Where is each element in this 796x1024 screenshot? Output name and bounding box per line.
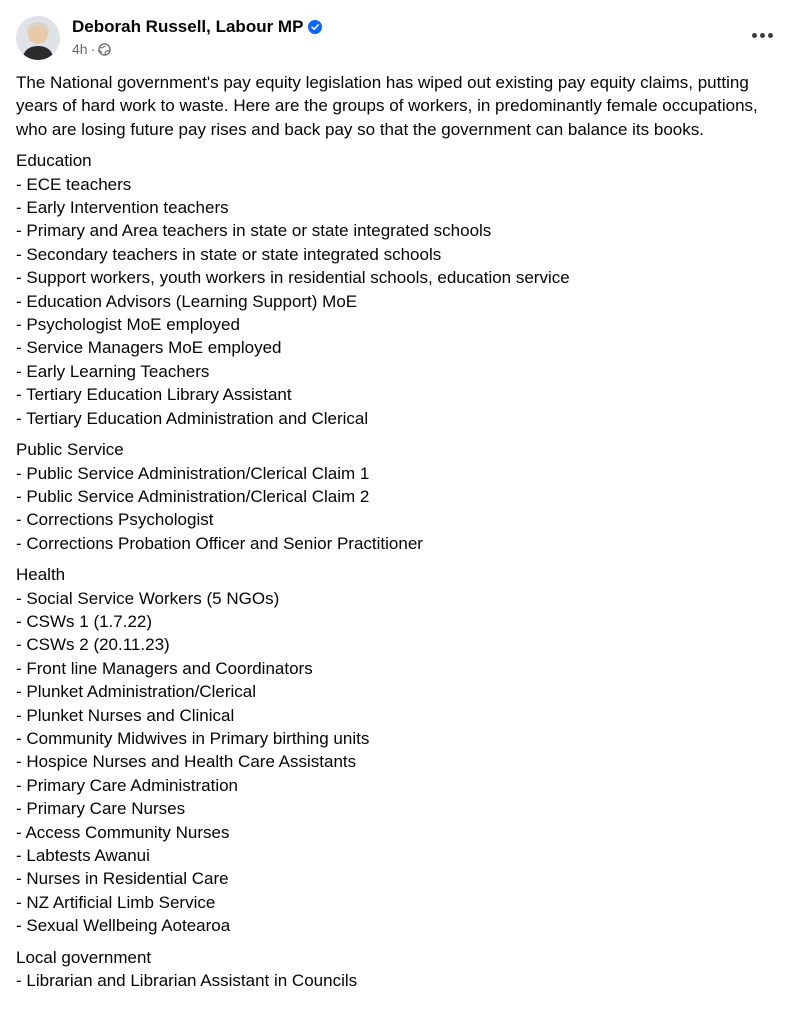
list-item: - ECE teachers: [16, 174, 132, 194]
post-header: [16, 12, 780, 68]
section-title: Local government: [16, 947, 152, 967]
list-item: - Hospice Nurses and Health Care Assistants: [16, 752, 357, 772]
list-item: - CSWs 2 (20.11.23): [16, 635, 170, 655]
list-item: - Plunket Nurses and Clinical: [16, 705, 235, 725]
post-body: [16, 71, 780, 992]
list-item: - Primary and Area teachers in state or state integrated schools: [16, 221, 492, 241]
section-title: Public Service: [16, 440, 124, 460]
list-item: - Tertiary Education Library Assistant: [16, 385, 292, 405]
post-timestamp[interactable]: 4h: [72, 41, 88, 57]
list-item: - Labtests Awanui: [16, 846, 150, 865]
post-time-row: [72, 41, 322, 57]
list-item: - Primary Care Nurses: [16, 799, 186, 819]
list-item: - Secondary teachers in state or state integrated schools: [16, 244, 442, 264]
list-item: - Education Advisors (Learning Support) MoE: [16, 291, 358, 311]
section-education: [16, 149, 780, 430]
list-item: - Tertiary Education Administration and Clerical: [16, 408, 369, 428]
list-item: - Public Service Administration/Clerical Claim 1: [16, 463, 370, 483]
list-item: - Service Managers MoE employed: [16, 338, 282, 358]
section-title: Education: [16, 151, 92, 171]
list-item: - Community Midwives in Primary birthing units: [16, 728, 370, 748]
verified-badge-icon: [308, 20, 322, 34]
list-item: - Primary Care Administration: [16, 775, 239, 795]
list-item: - Social Service Workers (5 NGOs): [16, 588, 280, 608]
globe-icon[interactable]: [98, 43, 111, 56]
list-item: - Sexual Wellbeing Aotearoa: [16, 916, 231, 936]
list-item: - Support workers, youth workers in residential schools, education service: [16, 268, 570, 288]
list-item: - Librarian and Librarian Assistant in Councils: [16, 971, 358, 991]
list-item: - Nurses in Residential Care: [16, 869, 229, 889]
list-item: - Early Learning Teachers: [16, 361, 210, 381]
list-item: - Psychologist MoE employed: [16, 315, 240, 335]
list-item: - Front line Managers and Coordinators: [16, 658, 313, 678]
separator-dot: ·: [90, 41, 96, 57]
list-item: - Plunket Administration/Clerical: [16, 682, 256, 702]
list-item: - CSWs 1 (1.7.22): [16, 611, 153, 631]
list-item: - Corrections Psychologist: [16, 510, 214, 530]
section-title: Health: [16, 565, 66, 585]
author-row: [72, 16, 322, 38]
section-public-service: [16, 438, 780, 555]
list-item: - Public Service Administration/Clerical Claim 2: [16, 486, 370, 506]
section-local-government: [16, 946, 780, 993]
author-name[interactable]: Deborah Russell, Labour MP: [72, 17, 304, 36]
post-meta: [72, 16, 322, 57]
list-item: - NZ Artificial Limb Service: [16, 892, 216, 912]
more-options-icon[interactable]: [744, 20, 780, 50]
post-intro-text: The National government's pay equity legislation has wiped out existing pay equity claims, putting years of hard work to waste. Here are the groups of workers, in predominantly female occupations, who are losing future pay rises and back pay so that the government can balance its books.: [16, 73, 758, 139]
list-item: - Early Intervention teachers: [16, 198, 229, 218]
list-item: - Access Community Nurses: [16, 822, 230, 842]
section-health: [16, 563, 780, 938]
list-item: - Corrections Probation Officer and Senior Practitioner: [16, 533, 423, 553]
avatar[interactable]: [16, 16, 60, 60]
